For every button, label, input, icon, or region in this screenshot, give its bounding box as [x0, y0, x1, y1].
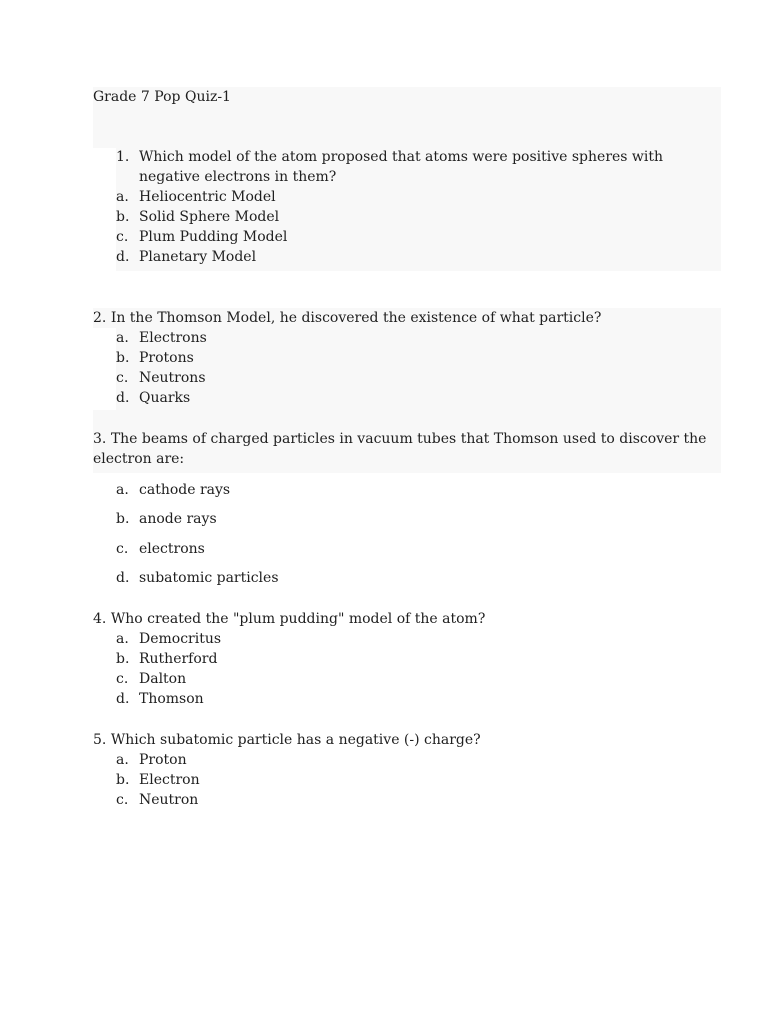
answer-option	[116, 227, 663, 247]
option-letter: d.	[116, 569, 130, 586]
option-text: Electron	[139, 772, 200, 788]
question-text: Which subatomic particle has a negative (-) charge?	[110, 732, 481, 748]
option-text: Rutherford	[139, 651, 218, 667]
question-text: The beams of charged particles in vacuum tubes that Thomson used to discover the	[110, 431, 707, 447]
option-text: Proton	[139, 752, 187, 768]
answer-option	[116, 247, 663, 267]
option-text: Planetary Model	[139, 249, 257, 265]
option-text: Plum Pudding Model	[139, 229, 288, 245]
option-letter: c.	[116, 792, 129, 808]
answer-option	[116, 480, 706, 509]
option-letter: c.	[116, 370, 129, 386]
option-text: Electrons	[139, 330, 207, 346]
answer-option	[116, 207, 663, 227]
option-text: Neutrons	[139, 370, 206, 386]
answer-option	[116, 187, 663, 207]
question-1	[116, 147, 663, 267]
option-text: subatomic particles	[139, 569, 279, 586]
option-text: Democritus	[139, 631, 222, 647]
question-number: 1.	[116, 149, 130, 165]
option-text: electrons	[139, 540, 205, 557]
answer-option	[116, 649, 485, 669]
option-letter: b.	[116, 511, 130, 528]
question-1-prompt	[116, 147, 663, 187]
option-letter: a.	[116, 752, 129, 768]
answer-options	[93, 328, 601, 408]
answer-options	[93, 750, 481, 810]
question-2	[93, 308, 601, 408]
option-text: Dalton	[139, 671, 187, 687]
question-text: Which model of the atom proposed that atoms were positive spheres with	[139, 149, 664, 165]
answer-option	[116, 770, 481, 790]
question-3	[93, 429, 706, 597]
answer-option	[116, 568, 706, 597]
option-text: cathode rays	[139, 482, 231, 498]
option-letter: b.	[116, 350, 130, 366]
question-5	[93, 730, 481, 810]
option-letter: a.	[116, 189, 129, 205]
question-number: 3.	[93, 431, 107, 447]
question-text: negative electrons in them?	[139, 169, 337, 185]
answer-option	[116, 388, 601, 408]
question-4	[93, 609, 485, 709]
option-letter: b.	[116, 651, 130, 667]
answer-option	[116, 368, 601, 388]
option-letter: b.	[116, 209, 130, 225]
option-text: Heliocentric Model	[139, 189, 276, 205]
answer-option	[116, 669, 485, 689]
option-letter: c.	[116, 540, 129, 557]
question-number: 5.	[93, 732, 107, 748]
option-text: Protons	[139, 350, 194, 366]
question-text-block	[139, 147, 663, 187]
option-text: Neutron	[139, 792, 199, 808]
answer-options	[93, 480, 706, 597]
option-letter: a.	[116, 631, 129, 647]
answer-option	[116, 689, 485, 709]
question-text: electron are:	[93, 451, 185, 467]
option-letter: b.	[116, 772, 130, 788]
question-text: In the Thomson Model, he discovered the existence of what particle?	[110, 310, 602, 326]
document-title: Grade 7 Pop Quiz-1	[93, 89, 231, 105]
question-3-prompt	[93, 429, 706, 449]
option-text: Quarks	[139, 390, 191, 406]
option-letter: a.	[116, 330, 129, 346]
answer-option	[116, 328, 601, 348]
question-number: 4.	[93, 611, 107, 627]
option-letter: c.	[116, 671, 129, 687]
question-5-prompt	[93, 730, 481, 750]
answer-option	[116, 790, 481, 810]
option-text: Solid Sphere Model	[139, 209, 280, 225]
answer-option	[116, 750, 481, 770]
option-letter: a.	[116, 482, 129, 498]
question-number: 2.	[93, 310, 107, 326]
option-letter: c.	[116, 229, 129, 245]
answer-option	[116, 348, 601, 368]
answer-option	[116, 539, 706, 568]
option-text: anode rays	[139, 511, 217, 528]
question-text: Who created the "plum pudding" model of the atom?	[110, 611, 486, 627]
answer-option	[116, 509, 706, 538]
question-4-prompt	[93, 609, 485, 629]
option-text: Thomson	[139, 691, 204, 707]
option-letter: d.	[116, 249, 130, 265]
option-letter: d.	[116, 691, 130, 707]
question-2-prompt	[93, 308, 601, 328]
answer-option	[116, 629, 485, 649]
option-letter: d.	[116, 390, 130, 406]
answer-options	[93, 629, 485, 709]
